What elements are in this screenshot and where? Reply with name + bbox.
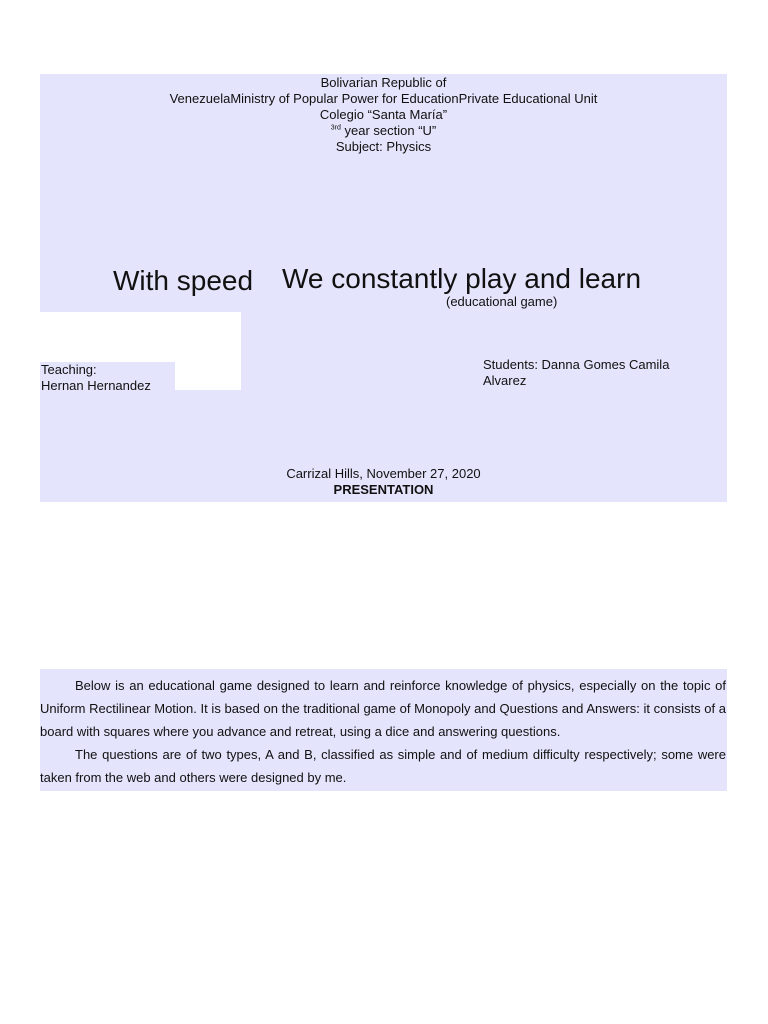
title-left: With speed — [113, 265, 254, 296]
header-year-section — [40, 123, 727, 139]
title-right: We constantly play and learn — [282, 263, 642, 294]
teaching-name: Hernan Hernandez — [41, 378, 151, 393]
section-heading: PRESENTATION — [333, 482, 434, 497]
header-school: Colegio “Santa María” — [319, 107, 448, 122]
place-date: Carrizal Hills, November 27, 2020 — [286, 466, 481, 481]
header-ministry: VenezuelaMinistry of Popular Power for EducationPrivate Educational Unit — [169, 91, 598, 106]
teaching-label: Teaching: — [41, 362, 97, 377]
header-year-text: year section “U” — [340, 123, 437, 138]
body-text — [40, 674, 726, 789]
header-year-sup: 3rd — [330, 124, 341, 132]
title-subtitle: (educational game) — [446, 294, 558, 309]
body-paragraph-1: Below is an educational game designed to learn and reinforce knowledge of physics, especially on the topic of Uniform Rectilinear Motion. It is based on the traditional game of Monopoly and Questions and Answers: it consists of a board with squares where you advance and retreat, using a dice and answering questions. — [40, 678, 726, 739]
header-country: Bolivarian Republic of — [320, 75, 447, 90]
teaching-block — [41, 362, 151, 394]
cover-highlight-right — [241, 312, 727, 362]
header-subject: Subject: Physics — [335, 139, 432, 154]
body-paragraph-2: The questions are of two types, A and B, classified as simple and of medium difficulty respectively; some were taken from the web and others were designed by me. — [40, 747, 726, 785]
students-block: Students: Danna Gomes Camila Alvarez — [483, 357, 670, 388]
